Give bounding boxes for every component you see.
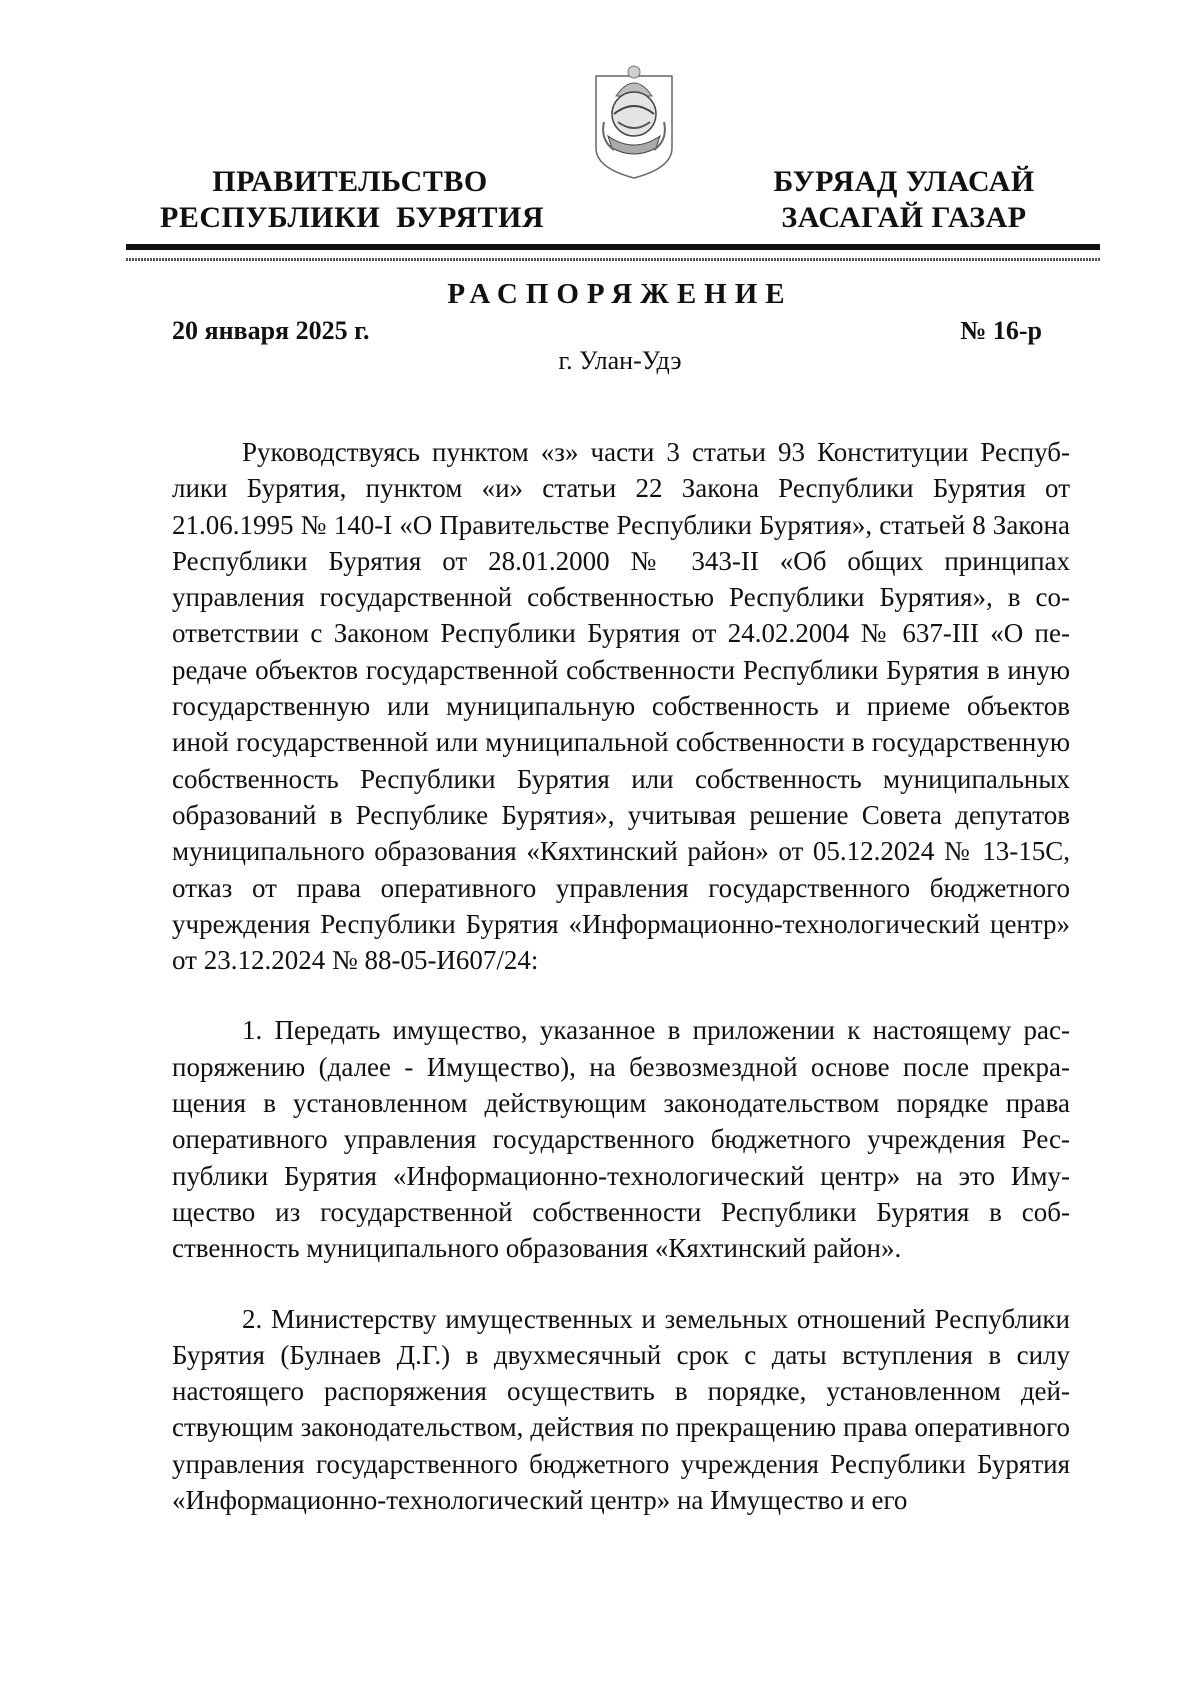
clause-2-paragraph: 2. Министерству имущественных и земельных отношений Республики Бурятия (Булнаев Д.Г.) в двухмесячный срок с даты вступления в силу настоящего распоряжения осуществить в порядке, установленном действующим законодательством, действия по прекращению права оперативного управления государственного бюджетного учреждения Республики Бурятия «Информационно-технологический центр» на Имущество и его bbox=[172, 1303, 1070, 1516]
document-city: г. Улан-Удэ bbox=[558, 346, 682, 375]
preamble-paragraph: Руководствуясь пунктом «з» части 3 статьи 93 Конституции Республики Бурятия, пунктом «и» статьи 22 Закона Республики Бурятия от 21.06.1995 № 140-I «О Правительстве Республики Бурятия», статьей 8 Закона Республики Бурятия от 28.01.2000 № 343-II «Об общих принципах управления государственной собственностью Республики Бурятия», в соответствии с Законом Республики Бурятия от 24.02.2004 № 637-III «О передаче объектов государственной собственности Республики Бурятия в иную государственную или муниципальную собственность и приеме объектов иной государственной или муниципальной собственности в государственную собственность Республики Бурятия или собственность муниципальных образований в Республике Бурятия», учитывая решение Совета депутатов муниципального образования «Кяхтинский район» от 05.12.2024 № 13-15С, отказ от права оперативного управления государственного бюджетного учреждения Республики Бурятия «Информационно-технологический центр» от 23.12.2024 № 88-05-И607/24: bbox=[172, 437, 1070, 976]
org-name-line: РЕСПУБЛИКИ БУРЯТИЯ bbox=[160, 201, 545, 234]
document-date: 20 января 2025 г. bbox=[172, 316, 370, 345]
org-name-line: ЗАСАГАЙ ГАЗАР bbox=[781, 201, 1027, 234]
org-name-russian bbox=[160, 164, 545, 236]
document-body bbox=[172, 434, 1070, 1552]
header-divider-thick bbox=[126, 244, 1100, 250]
header-divider-thin bbox=[126, 258, 1100, 261]
org-name-line: ПРАВИТЕЛЬСТВО bbox=[212, 165, 488, 198]
document-type: РАСПОРЯЖЕНИЕ bbox=[447, 278, 793, 310]
coat-of-arms-icon bbox=[592, 56, 676, 180]
org-name-line: БУРЯАД УЛАСАЙ bbox=[773, 165, 1035, 198]
clause-1-paragraph: 1. Передать имущество, указанное в приложении к настоящему распоряжению (далее - Имущество), на безвозмездной основе после прекращения в установленном действующим законодательством порядке права оперативного управления государственного бюджетного учреждения Республики Бурятия «Информационно-технологический центр» на это Имущество из государственной собственности Республики Бурятия в собственность муниципального образования «Кяхтинский район». bbox=[172, 1015, 1070, 1264]
org-name-buryat bbox=[754, 164, 1054, 236]
document-number: № 16-р bbox=[960, 316, 1042, 345]
